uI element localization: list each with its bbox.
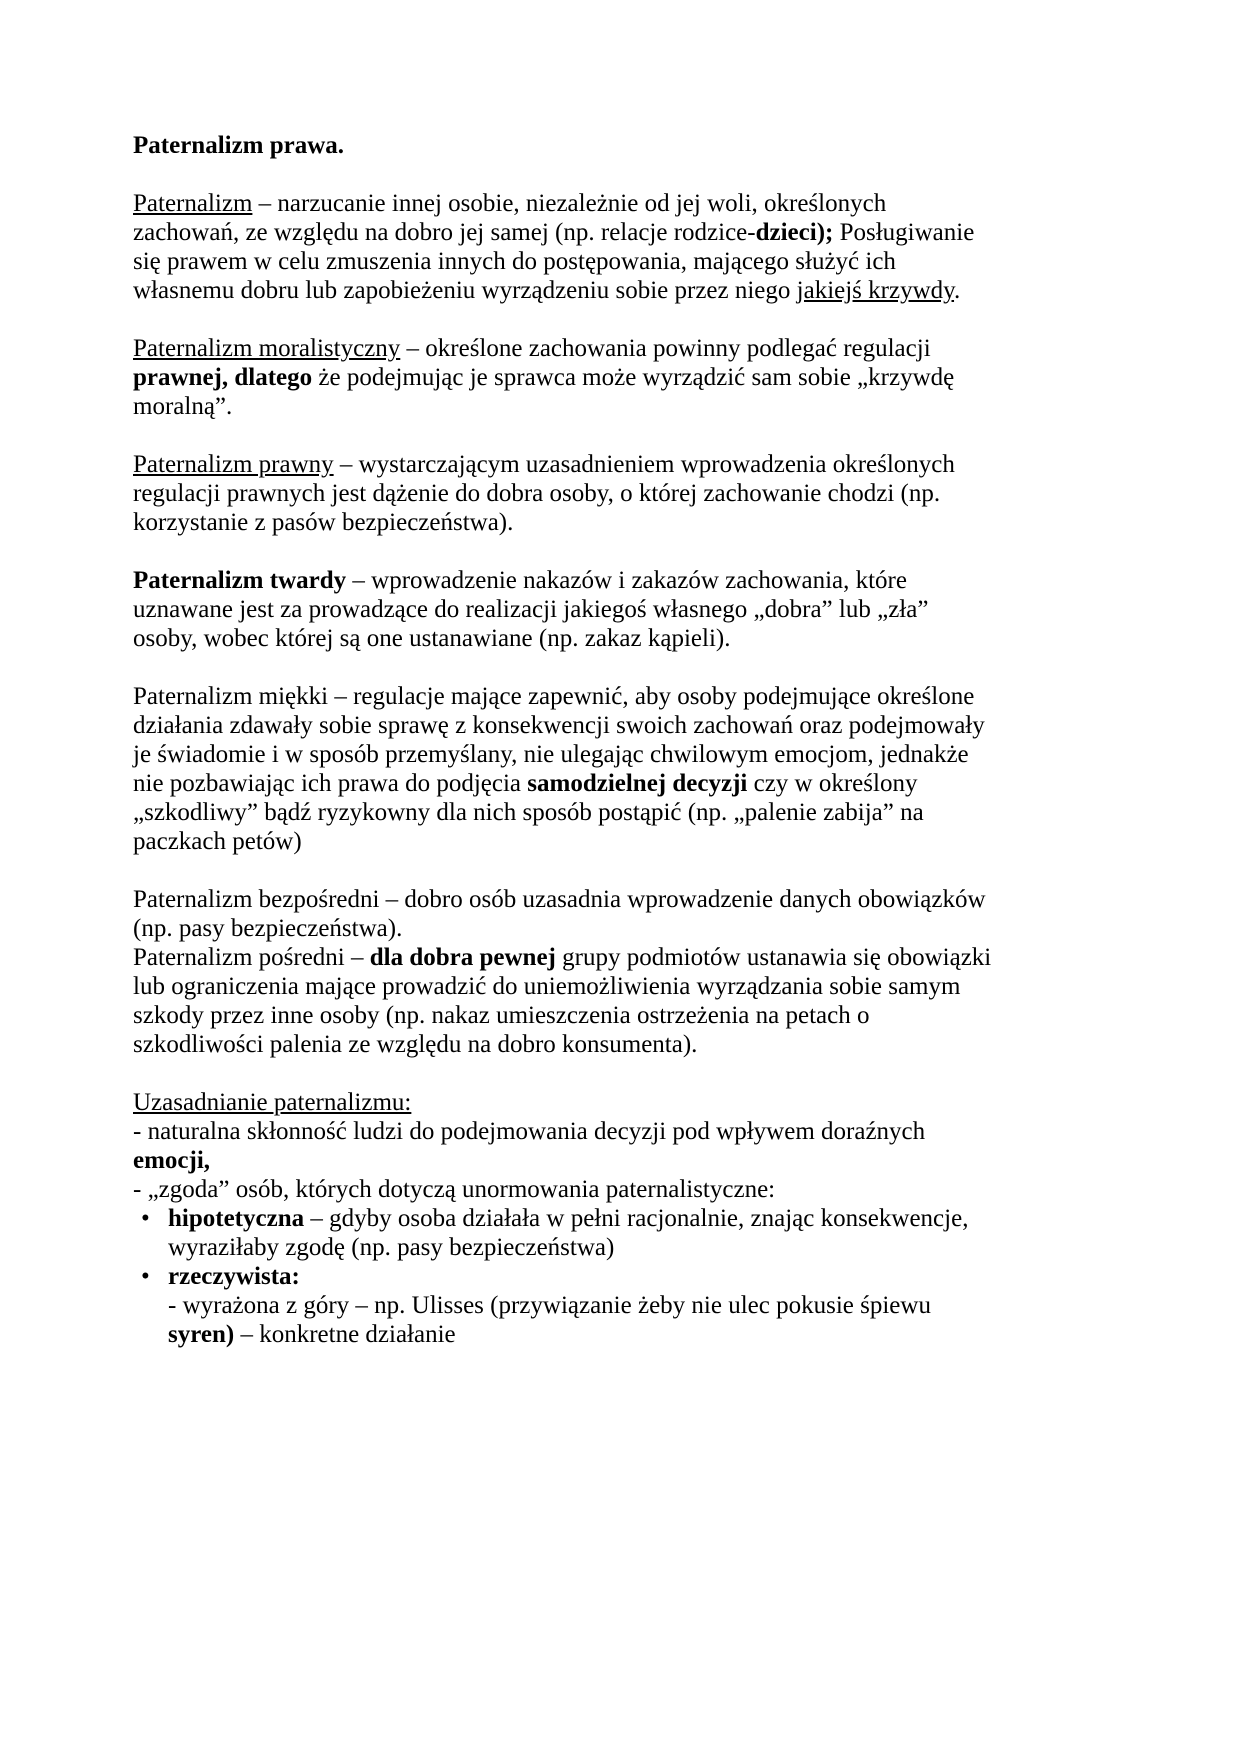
text-run: grupy podmiotów ustanawia się obowiązki lub ograniczenia mające prowadzić do uniemożliwienia wyrządzania sobie samym szkody przez inne osoby (np. nakaz umieszczenia ostrzeżenia na petach o szkodliwości palenia ze względu na dobro konsumenta). xyxy=(133,944,992,1058)
text-run: Posługiwanie się prawem w celu zmuszenia innych do postępowania, mającego służyć ich własnemu dobru lub zapobieżeniu wyrządzeniu sobie przez niego xyxy=(133,219,975,304)
text-run-bold: prawnej, dlatego xyxy=(133,364,313,391)
bullet-label-rzeczywista: rzeczywista: xyxy=(168,1263,300,1290)
text-run: . xyxy=(954,277,961,304)
underlined-phrase-krzywdy: jakiejś krzywdy xyxy=(796,277,955,304)
term-paternalizm-prawny: Paternalizm prawny xyxy=(133,451,334,478)
term-paternalizm: Paternalizm xyxy=(133,190,253,217)
bullet-detail xyxy=(168,1291,993,1349)
text-run: – narzucanie innej osobie, niezależnie od jej woli, określonych zachowań, ze względu na dobro jej samej (np. relacje rodzice- xyxy=(133,190,887,246)
document-content xyxy=(133,0,993,1349)
text-run: – wprowadzenie nakazów i zakazów zachowania, które uznawane jest za prowadzące do realizacji jakiegoś własnego „dobra” lub „zła” osoby, wobec której są one ustanawiane (np. zakaz kąpieli). xyxy=(133,567,929,652)
bullet-label-hipotetyczna: hipotetyczna xyxy=(168,1205,305,1232)
text-run: – wystarczającym uzasadnieniem wprowadzenia określonych regulacji prawnych jest dążenie do dobra osoby, o której zachowanie chodzi (np. korzystanie z pasów bezpieczeństwa). xyxy=(133,451,955,536)
text-run-bold: emocji, xyxy=(133,1147,211,1174)
paragraph-prawny xyxy=(133,450,993,537)
dash-item-emocje xyxy=(133,1117,993,1175)
text-run: – konkretne działanie xyxy=(234,1321,456,1348)
bullet-item-rzeczywista xyxy=(133,1262,993,1349)
section-uzasadnianie xyxy=(133,1088,993,1349)
text-run: Paternalizm bezpośredni – dobro osób uzasadnia wprowadzenie danych obowiązków (np. pasy bezpieczeństwa). xyxy=(133,886,986,942)
document-title: Paternalizm prawa. xyxy=(133,132,345,159)
term-paternalizm-moralistyczny: Paternalizm moralistyczny xyxy=(133,335,401,362)
paragraph-posredni xyxy=(133,943,993,1059)
bullet-icon: • xyxy=(141,1263,150,1290)
paragraph-twardy xyxy=(133,566,993,653)
paragraph-miekki xyxy=(133,682,993,856)
paragraph-moralistyczny xyxy=(133,334,993,421)
text-run: że podejmując je sprawca może wyrządzić sam sobie „krzywdę moralną”. xyxy=(133,364,955,420)
text-run-bold: samodzielnej decyzji xyxy=(527,770,748,797)
text-run-bold: syren) xyxy=(168,1321,235,1348)
text-run: - wyrażona z góry – np. Ulisses (przywiązanie żeby nie ulec pokusie śpiewu xyxy=(168,1292,931,1319)
paragraph-bezposredni xyxy=(133,885,993,943)
text-run: Paternalizm miękki – regulacje mające zapewnić, aby osoby podejmujące określone działania zdawały sobie sprawę z konsekwencji swoich zachowań oraz podejmowały je świadomie i w sposób przemyślany, nie ulegając chwilowym emocjom, jednakże nie pozbawiając ich prawa do podjęcia xyxy=(133,683,985,797)
text-run-bold: dzieci); xyxy=(755,219,834,246)
term-paternalizm-twardy: Paternalizm twardy xyxy=(133,567,347,594)
paragraph-paternalizm xyxy=(133,189,993,305)
bullet-icon: • xyxy=(141,1205,150,1232)
bullet-text xyxy=(168,1204,993,1262)
heading-text: Uzasadnianie paternalizmu: xyxy=(133,1089,412,1116)
dash-item-zgoda: - „zgoda” osób, których dotyczą unormowania paternalistyczne: xyxy=(133,1176,776,1203)
bullet-item-hipotetyczna xyxy=(133,1204,993,1262)
text-run: - naturalna skłonność ludzi do podejmowania decyzji pod wpływem doraźnych xyxy=(133,1118,926,1145)
heading-uzasadnianie xyxy=(133,1088,993,1117)
text-run: Paternalizm pośredni – xyxy=(133,944,370,971)
text-run: – gdyby osoba działała w pełni racjonalnie, znając konsekwencje, wyraziłaby zgodę (np. pasy bezpieczeństwa) xyxy=(168,1205,969,1261)
text-run: czy w określony „szkodliwy” bądź ryzykowny dla nich sposób postąpić (np. „palenie zabija” na paczkach petów) xyxy=(133,770,924,855)
text-run-bold: dla dobra pewnej xyxy=(369,944,556,971)
bullet-text xyxy=(168,1262,993,1349)
text-run: – określone zachowania powinny podlegać regulacji xyxy=(400,335,931,362)
